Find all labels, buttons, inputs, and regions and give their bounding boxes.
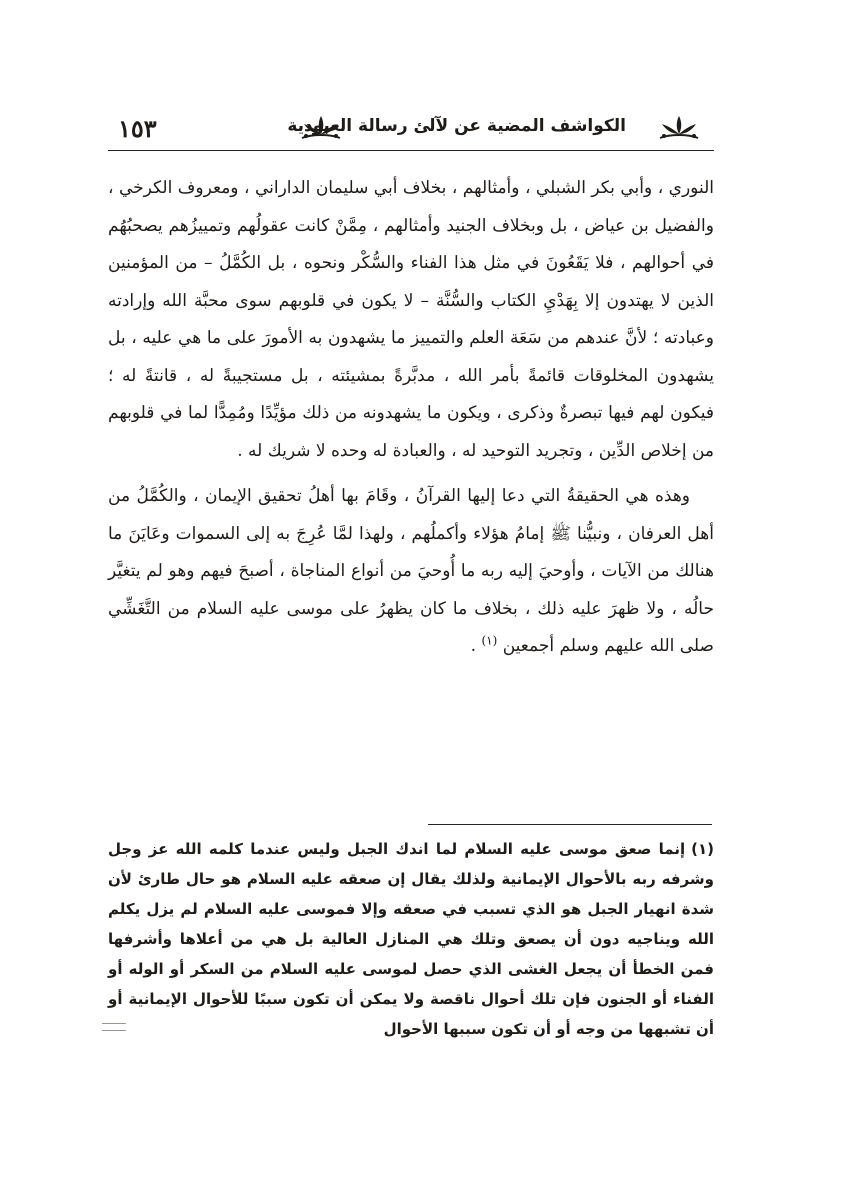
main-text [108, 170, 714, 666]
paragraph: النوري ، وأبي بكر الشبلي ، وأمثالهم ، بخلاف أبي سليمان الداراني ، ومعروف الكرخي ، والفضيل بن عياض ، بل وبخلاف الجنيد وأمثالهم ، مِمَّنْ كانت عقولُهم وتمييزُهم يصحبُهُم في أحوالهم ، فلا يَقَعُونَ في مثل هذا الفناء والسُّكْر ونحوه ، بل الكُمَّلُ – من المؤمنين الذين لا يهتدون إلا بِهَدْيِ الكتاب والسُّنَّة – لا يكون في قلوبهم سوى محبَّة الله وإرادته وعبادته ؛ لأنَّ عندهم من سَعَة العلم والتمييز ما يشهدون به الأمورَ على ما هي عليه ، بل يشهدون المخلوقات قائمةً بأمر الله ، مدبَّرةً بمشيئته ، بل مستجيبةً له ، قانتةً له ؛ فيكون لهم فيها تبصرةٌ وذكرى ، ويكون ما يشهدونه من ذلك مؤيِّدًا ومُمِدًّا لما في قلوبهم من إخلاص الدِّين ، وتجريد التوحيد له ، والعبادة له وحده لا شريك له . [108, 178, 714, 461]
page-number: ١٥٣ [118, 114, 157, 143]
header-rule [108, 150, 714, 151]
footnote-rule [428, 824, 712, 825]
footnote-reference[interactable]: (١) [481, 633, 498, 648]
paragraph-text: وهذه هي الحقيقةُ التي دعا إليها القرآنُ ، وقَامَ بها أهلُ تحقيق الإيمان ، والكُمَّلُ من أهل العرفان ، ونبيُّنا ﷺ إمامُ هؤلاء وأكملُهم ، ولهذا لمَّا عُرِجَ به إلى السموات وعَايَنَ ما هنالك من الآيات ، وأوحيَ إليه ربه ما أُوحيَ من أنواع المناجاة ، أصبحَ فيهم وهو لم يتغيَّر حالُه ، ولا ظهرَ عليه ذلك ، بخلاف ما كان يظهرُ على موسى عليه السلام من التَّغَشِّي صلى الله عليهم وسلم أجمعين [108, 486, 714, 656]
end-mark: . [470, 636, 477, 656]
floral-ornament-icon [656, 112, 702, 142]
margin-mark [102, 1023, 126, 1031]
footnote [108, 834, 714, 1044]
footnote-text: إنما صعق موسى عليه السلام لما اندك الجبل وليس عندما كلمه الله عز وجل وشرفه ربه بالأحوال الإيمانية ولذلك يقال إن صعقه عليه السلام هو حال طارئ لأن شدة انهيار الجبل هو الذي تسبب في صعقه وإلا فموسى عليه السلام لم يزل يكلم الله ويناجيه دون أن يصعق وتلك هي المنازل العالية بل هي من أعلاها وأشرفها فمن الخطأ أن يجعل الغشى الذي حصل لموسى عليه السلام من السكر أو الوله أو الفناء أو الجنون فإن تلك أحوال ناقصة ولا يمكن أن تكون سببًا للأحوال الإيمانية أو أن تشبهها من وجه أو أن تكون سببها الأحوال [108, 840, 714, 1038]
footnote-number: (١) [691, 840, 714, 858]
paragraph [108, 478, 714, 666]
running-title: الكواشف المضية عن لآلئ رسالة العبودية [287, 116, 626, 136]
running-header [108, 108, 714, 148]
